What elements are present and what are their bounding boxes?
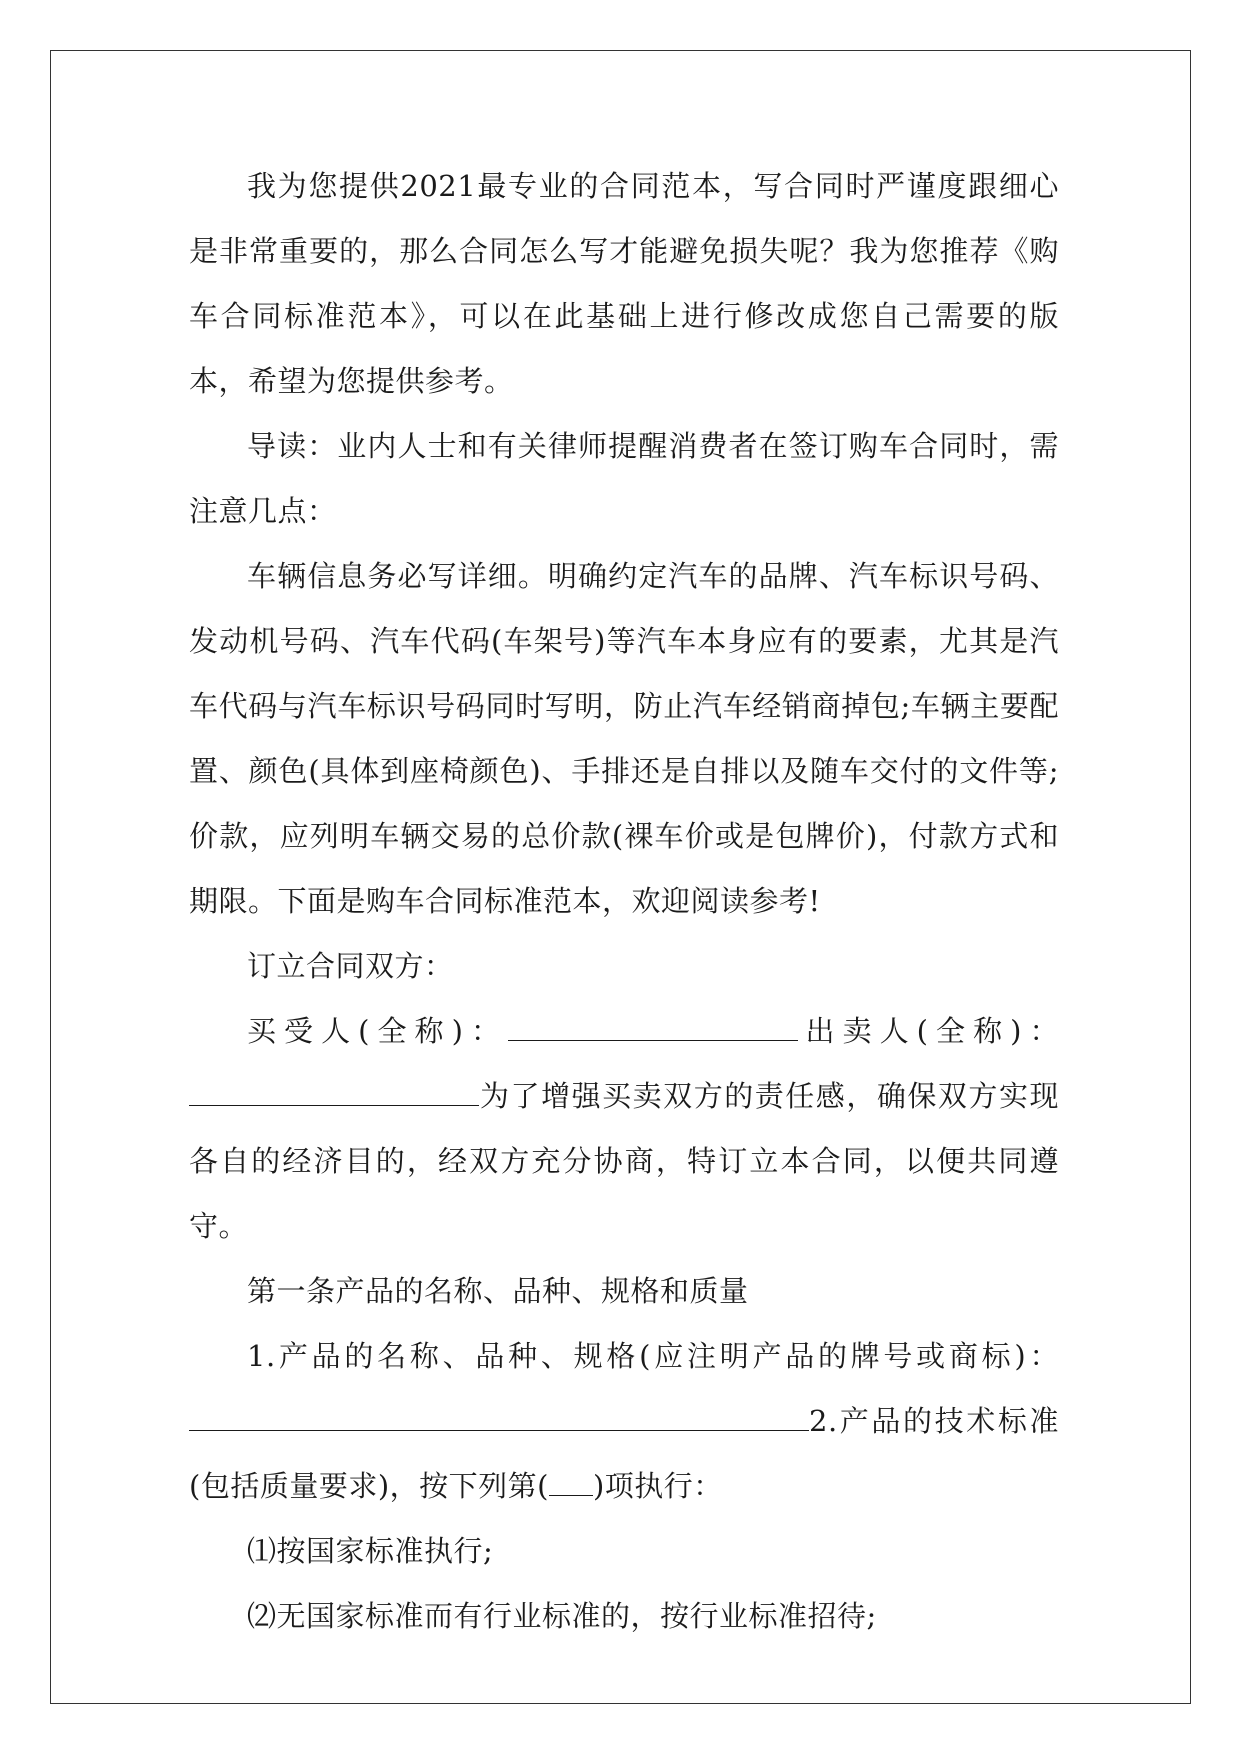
buyer-name-blank[interactable] xyxy=(508,1012,798,1041)
item-2-text-a: 2.产品的技术标准(包括质量要求)，按下列第( xyxy=(189,1404,1059,1503)
article-1-items xyxy=(189,1324,1059,1519)
option-2: ⑵无国家标准而有行业标准的，按行业标准招待; xyxy=(247,1599,877,1633)
item-1-text: 1.产品的名称、品种、规格(应注明产品的牌号或商标)： xyxy=(247,1339,1059,1373)
option-1: ⑴按国家标准执行; xyxy=(247,1534,494,1568)
product-name-blank[interactable] xyxy=(189,1402,809,1431)
standard-option-blank[interactable] xyxy=(549,1467,593,1496)
purpose-text: 为了增强买卖双方的责任感，确保双方实现各自的经济目的，经双方充分协商，特订立本合同，以便共同遵守。 xyxy=(189,1079,1059,1243)
item-2-text-b: )项执行： xyxy=(592,1469,723,1503)
guide-paragraph: 导读：业内人士和有关律师提醒消费者在签订购车合同时，需注意几点： xyxy=(189,429,1059,528)
seller-name-blank[interactable] xyxy=(189,1077,479,1106)
article-1-title: 第一条产品的名称、品种、规格和质量 xyxy=(247,1274,749,1308)
buyer-label: 买受人(全称)： xyxy=(247,1014,508,1048)
document-body xyxy=(189,154,1059,1649)
intro-paragraph: 我为您提供2021最专业的合同范本，写合同时严谨度跟细心是非常重要的，那么合同怎么写才能避免损失呢？我为您推荐《购车合同标准范本》，可以在此基础上进行修改成您自己需要的版本，希望为您提供参考。 xyxy=(189,169,1059,398)
parties-heading: 订立合同双方： xyxy=(247,949,454,983)
seller-label: 出卖人(全称)： xyxy=(798,1014,1059,1048)
vehicle-info-paragraph: 车辆信息务必写详细。明确约定汽车的品牌、汽车标识号码、发动机号码、汽车代码(车架号)等汽车本身应有的要素，尤其是汽车代码与汽车标识号码同时写明，防止汽车经销商掉包;车辆主要配置、颜色(具体到座椅颜色)、手排还是自排以及随车交付的文件等;价款，应列明车辆交易的总价款(裸车价或是包牌价)，付款方式和期限。下面是购车合同标准范本，欢迎阅读参考! xyxy=(189,559,1059,918)
parties-paragraph xyxy=(189,999,1059,1259)
